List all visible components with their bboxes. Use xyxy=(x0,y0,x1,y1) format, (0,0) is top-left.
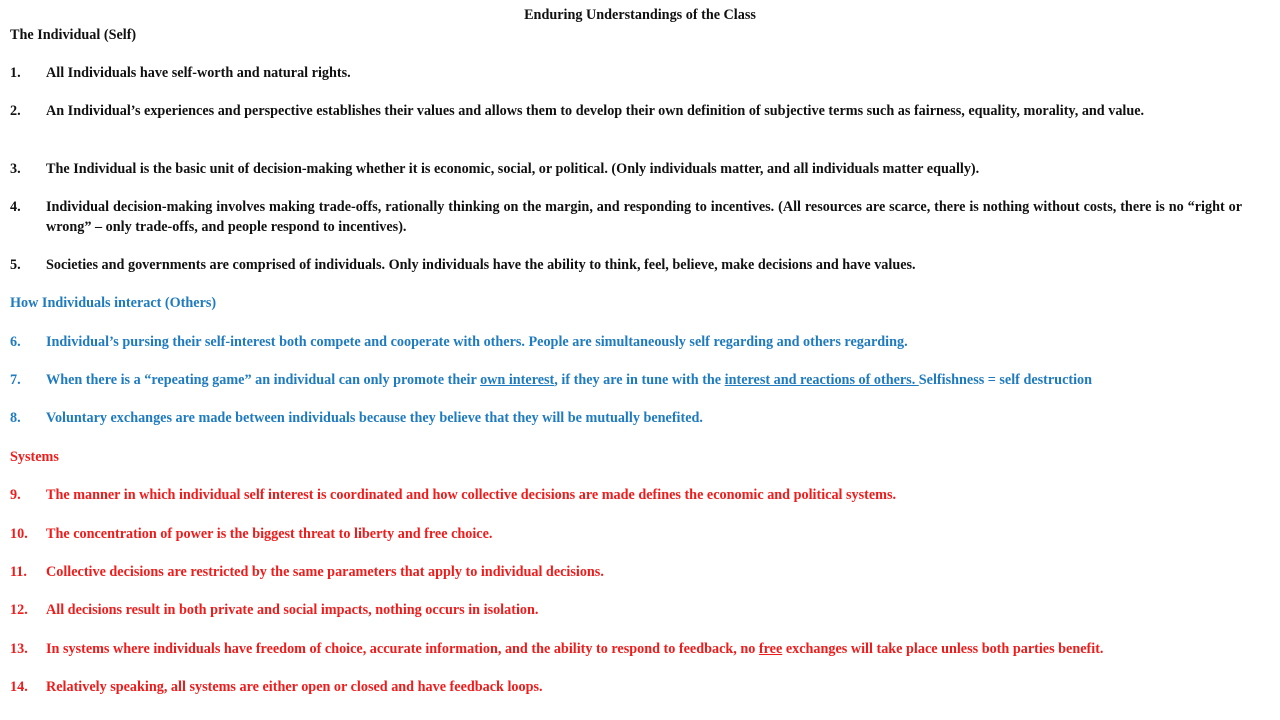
item-number: 10. xyxy=(10,526,28,542)
item-number: 14. xyxy=(10,679,28,695)
list-item xyxy=(10,197,1242,237)
item-text xyxy=(46,639,1242,659)
list-item xyxy=(10,370,1242,390)
underlined-text: free xyxy=(758,641,783,657)
item-text: The manner in which individual self interest is coordinated and how collective decisions are made defines the economic and political systems. xyxy=(46,487,897,503)
list-item xyxy=(10,255,1242,275)
item-number: 6. xyxy=(10,334,21,350)
item-number: 8. xyxy=(10,410,21,426)
item-text-part: In systems where individuals have freedom of choice, accurate information, and the ability to respond to feedback, no xyxy=(46,641,759,657)
item-text: Voluntary exchanges are made between individuals because they believe that they will be mutually benefited. xyxy=(46,410,703,426)
list-item xyxy=(10,485,1242,505)
item-number: 9. xyxy=(10,487,21,503)
list-item xyxy=(10,408,1242,428)
item-text: All decisions result in both private and social impacts, nothing occurs in isolation. xyxy=(46,602,539,618)
item-text-part: exchanges will take place unless both parties benefit. xyxy=(782,641,1104,657)
item-number: 2. xyxy=(10,103,21,119)
list-item xyxy=(10,600,1242,620)
item-text: The Individual is the basic unit of decision-making whether it is economic, social, or political. (Only individuals matter, and all individuals matter equally). xyxy=(46,161,980,177)
list-item xyxy=(10,63,1242,83)
item-number: 12. xyxy=(10,602,28,618)
item-number: 5. xyxy=(10,257,21,273)
item-number: 7. xyxy=(10,372,21,388)
list-item xyxy=(10,159,1242,179)
list-item xyxy=(10,639,1242,659)
item-text: Individual decision-making involves making trade-offs, rationally thinking on the margin, and responding to incentives. (All resources are scarce, there is nothing without costs, there is no “right or wrong” – only trade-offs, and people respond to incentives). xyxy=(46,199,1242,235)
list-item xyxy=(10,332,1242,352)
item-number: 3. xyxy=(10,161,21,177)
item-text xyxy=(46,370,1242,390)
item-text-part: When there is a “repeating game” an individual can only promote their xyxy=(46,372,481,388)
item-text-part: , if they are in tune with the xyxy=(554,372,725,388)
section-heading-individual: The Individual (Self) xyxy=(10,27,137,43)
list-item xyxy=(10,677,1242,697)
section-heading-others: How Individuals interact (Others) xyxy=(10,295,217,311)
item-number: 13. xyxy=(10,641,28,657)
list-item xyxy=(10,562,1242,582)
section-heading-systems: Systems xyxy=(10,449,59,465)
item-text: Collective decisions are restricted by the same parameters that apply to individual decisions. xyxy=(46,564,604,580)
item-text-part: Selfishness = self destruction xyxy=(918,372,1093,388)
underlined-text: interest and reactions of others. xyxy=(724,372,919,388)
item-text: All Individuals have self-worth and natural rights. xyxy=(46,65,351,81)
list-item xyxy=(10,524,1242,544)
list-item xyxy=(10,101,1242,121)
item-text: The concentration of power is the biggest threat to liberty and free choice. xyxy=(46,526,493,542)
item-text: Individual’s pursing their self-interest both compete and cooperate with others. People are simultaneously self regarding and others regarding. xyxy=(46,334,908,350)
item-text: An Individual’s experiences and perspective establishes their values and allows them to develop their own definition of subjective terms such as fairness, equality, morality, and value. xyxy=(46,103,1145,119)
page-title: Enduring Understandings of the Class xyxy=(524,7,756,23)
item-text: Relatively speaking, all systems are either open or closed and have feedback loops. xyxy=(46,679,543,695)
underlined-text: own interest xyxy=(480,372,555,388)
item-number: 4. xyxy=(10,199,21,215)
item-number: 1. xyxy=(10,65,21,81)
item-text: Societies and governments are comprised of individuals. Only individuals have the ability to think, feel, believe, make decisions and have values. xyxy=(46,257,916,273)
item-number: 11. xyxy=(10,564,27,580)
